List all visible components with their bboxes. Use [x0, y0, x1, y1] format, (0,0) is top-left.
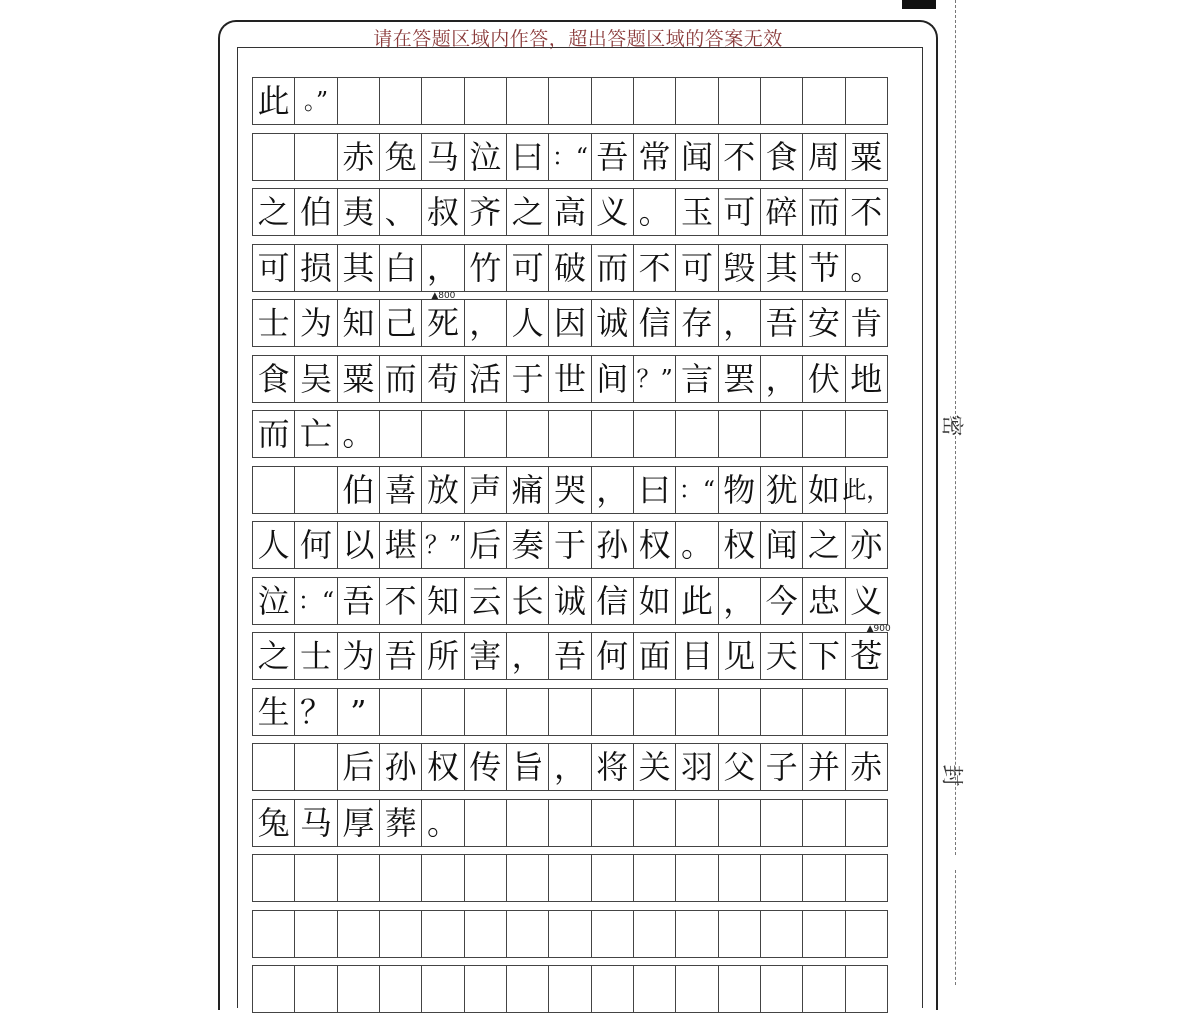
- grid-cell: [506, 77, 549, 125]
- grid-cell: ，: [464, 299, 507, 347]
- grid-cell: [591, 410, 634, 458]
- grid-cell: [294, 910, 337, 958]
- grid-cell: 其: [337, 244, 380, 292]
- grid-cell: 诚: [548, 577, 591, 625]
- grid-cell: 言: [675, 355, 718, 403]
- grid-cell: 而: [591, 244, 634, 292]
- grid-cell: [548, 410, 591, 458]
- grid-cell: [421, 688, 464, 736]
- grid-cell: 如: [633, 577, 676, 625]
- corner-marker: [902, 0, 936, 9]
- grid-cell: 诚: [591, 299, 634, 347]
- grid-cell: [548, 854, 591, 902]
- grid-cell: [718, 910, 761, 958]
- grid-cell: 物: [718, 466, 761, 514]
- grid-cell: 堪: [379, 521, 422, 569]
- grid-cell: [294, 133, 337, 181]
- grid-cell: 孙: [591, 521, 634, 569]
- grid-cell: 忠: [802, 577, 845, 625]
- grid-cell: [591, 965, 634, 1013]
- grid-cell: 吾: [548, 632, 591, 680]
- grid-cell: [548, 688, 591, 736]
- grid-cell: 目: [675, 632, 718, 680]
- grid-cell: 己: [379, 299, 422, 347]
- grid-cell: [718, 854, 761, 902]
- grid-cell: [760, 854, 803, 902]
- grid-cell: 马: [294, 799, 337, 847]
- grid-cell: 权: [633, 521, 676, 569]
- grid-cell: 于: [548, 521, 591, 569]
- grid-cell: 而: [379, 355, 422, 403]
- grid-cell: 吾: [337, 577, 380, 625]
- grid-cell: [845, 910, 888, 958]
- grid-cell: 义: [591, 188, 634, 236]
- grid-cell: 存: [675, 299, 718, 347]
- grid-cell: 吾: [379, 632, 422, 680]
- grid-cell: 声: [464, 466, 507, 514]
- grid-cell: 父: [718, 743, 761, 791]
- grid-cell: 。: [845, 244, 888, 292]
- grid-cell: 旨: [506, 743, 549, 791]
- grid-cell: [760, 77, 803, 125]
- grid-row: [252, 133, 902, 181]
- grid-cell: [379, 854, 422, 902]
- grid-cell: [337, 910, 380, 958]
- grid-cell: 因: [548, 299, 591, 347]
- grid-cell: ，: [591, 466, 634, 514]
- grid-cell: 安: [802, 299, 845, 347]
- grid-cell: [802, 688, 845, 736]
- grid-cell: [591, 854, 634, 902]
- grid-row: [252, 77, 902, 125]
- grid-cell: 周: [802, 133, 845, 181]
- grid-row: [252, 521, 902, 569]
- grid-cell: [548, 910, 591, 958]
- grid-row: [252, 854, 902, 902]
- grid-cell: [294, 854, 337, 902]
- grid-cell: 痛: [506, 466, 549, 514]
- grid-cell: [464, 910, 507, 958]
- grid-cell: 苟: [421, 355, 464, 403]
- grid-cell: 厚: [337, 799, 380, 847]
- grid-cell: [464, 77, 507, 125]
- grid-cell: 以: [337, 521, 380, 569]
- grid-cell: [675, 965, 718, 1013]
- grid-cell: 竹: [464, 244, 507, 292]
- grid-cell: [464, 854, 507, 902]
- word-count-900: ▲900: [866, 624, 891, 634]
- grid-cell: 之: [802, 521, 845, 569]
- grid-cell: 信: [591, 577, 634, 625]
- grid-cell: 何: [294, 521, 337, 569]
- seal-line-lower: [955, 870, 956, 985]
- grid-cell: [379, 910, 422, 958]
- grid-cell: 羽: [675, 743, 718, 791]
- grid-cell: [802, 965, 845, 1013]
- grid-cell: [760, 910, 803, 958]
- grid-cell: [802, 910, 845, 958]
- grid-cell: [294, 965, 337, 1013]
- grid-cell: 人: [506, 299, 549, 347]
- grid-cell: 云: [464, 577, 507, 625]
- grid-cell: [464, 688, 507, 736]
- grid-cell: 面: [633, 632, 676, 680]
- grid-cell: 士: [252, 299, 295, 347]
- grid-cell: 死: [421, 299, 464, 347]
- grid-cell: [337, 77, 380, 125]
- seal-mark-mi: 密: [938, 414, 964, 437]
- grid-cell: [633, 965, 676, 1013]
- grid-cell: 哭: [548, 466, 591, 514]
- grid-cell: 不: [633, 244, 676, 292]
- grid-row: [252, 688, 902, 736]
- grid-cell: 此: [675, 577, 718, 625]
- grid-cell: 损: [294, 244, 337, 292]
- grid-cell: [506, 854, 549, 902]
- grid-cell: 关: [633, 743, 676, 791]
- grid-cell: [421, 410, 464, 458]
- answer-area-notice: 请在答题区域内作答，超出答题区域的答案无效: [373, 28, 783, 50]
- grid-cell: [548, 965, 591, 1013]
- grid-cell: [591, 799, 634, 847]
- grid-cell: 粟: [337, 355, 380, 403]
- grid-cell: 葬: [379, 799, 422, 847]
- grid-cell: ，: [718, 299, 761, 347]
- grid-cell: 赤: [337, 133, 380, 181]
- grid-cell: 。”: [294, 77, 337, 125]
- grid-cell: [337, 854, 380, 902]
- grid-cell: 兔: [252, 799, 295, 847]
- grid-cell: [760, 410, 803, 458]
- grid-cell: 闻: [675, 133, 718, 181]
- grid-cell: [337, 965, 380, 1013]
- grid-cell: [548, 77, 591, 125]
- grid-cell: 罢: [718, 355, 761, 403]
- grid-cell: 知: [337, 299, 380, 347]
- grid-cell: [675, 410, 718, 458]
- grid-cell: 所: [421, 632, 464, 680]
- grid-cell: 信: [633, 299, 676, 347]
- grid-cell: [675, 688, 718, 736]
- grid-cell: [548, 799, 591, 847]
- grid-cell: 亡: [294, 410, 337, 458]
- grid-cell: 。: [421, 799, 464, 847]
- grid-cell: [252, 133, 295, 181]
- grid-cell: ，: [506, 632, 549, 680]
- grid-cell: 不: [379, 577, 422, 625]
- grid-cell: [718, 688, 761, 736]
- grid-cell: 权: [421, 743, 464, 791]
- grid-cell: 为: [294, 299, 337, 347]
- grid-cell: ，: [548, 743, 591, 791]
- seal-mark-feng: 封: [938, 764, 964, 787]
- grid-cell: 后: [337, 743, 380, 791]
- grid-cell: 可: [506, 244, 549, 292]
- grid-cell: 犹: [760, 466, 803, 514]
- grid-cell: 闻: [760, 521, 803, 569]
- grid-cell: 长: [506, 577, 549, 625]
- grid-cell: 粟: [845, 133, 888, 181]
- grid-row: [252, 743, 902, 791]
- grid-cell: [845, 410, 888, 458]
- grid-cell: [802, 799, 845, 847]
- grid-cell: [845, 799, 888, 847]
- grid-cell: [718, 410, 761, 458]
- grid-cell: [675, 910, 718, 958]
- grid-cell: 常: [633, 133, 676, 181]
- grid-cell: 食: [252, 355, 295, 403]
- grid-cell: 曰: [506, 133, 549, 181]
- grid-cell: 子: [760, 743, 803, 791]
- grid-cell: 肯: [845, 299, 888, 347]
- grid-row: [252, 577, 902, 625]
- grid-cell: 不: [718, 133, 761, 181]
- grid-cell: 吾: [591, 133, 634, 181]
- grid-cell: 活: [464, 355, 507, 403]
- grid-cell: 生: [252, 688, 295, 736]
- grid-cell: 后: [464, 521, 507, 569]
- grid-cell: 叔: [421, 188, 464, 236]
- grid-row: [252, 632, 902, 680]
- grid-cell: 吾: [760, 299, 803, 347]
- grid-cell: 泣: [464, 133, 507, 181]
- grid-cell: [845, 688, 888, 736]
- grid-row: [252, 799, 902, 847]
- grid-cell: [845, 77, 888, 125]
- grid-cell: [675, 854, 718, 902]
- grid-cell: 为: [337, 632, 380, 680]
- grid-cell: 夷: [337, 188, 380, 236]
- grid-cell: 奏: [506, 521, 549, 569]
- grid-cell: 齐: [464, 188, 507, 236]
- grid-cell: [718, 799, 761, 847]
- grid-cell: 碎: [760, 188, 803, 236]
- grid-cell: [464, 799, 507, 847]
- writing-grid: [252, 0, 902, 985]
- grid-cell: 并: [802, 743, 845, 791]
- grid-cell: [675, 799, 718, 847]
- grid-cell: 而: [252, 410, 295, 458]
- grid-cell: 兔: [379, 133, 422, 181]
- grid-cell: 、: [379, 188, 422, 236]
- grid-cell: 玉: [675, 188, 718, 236]
- grid-cell: [252, 965, 295, 1013]
- grid-cell: 而: [802, 188, 845, 236]
- grid-cell: 。: [675, 521, 718, 569]
- grid-cell: 破: [548, 244, 591, 292]
- grid-row: [252, 466, 902, 514]
- grid-cell: [421, 965, 464, 1013]
- grid-cell: [675, 77, 718, 125]
- grid-cell: [802, 854, 845, 902]
- grid-cell: [421, 854, 464, 902]
- grid-cell: 传: [464, 743, 507, 791]
- grid-row: [252, 410, 902, 458]
- grid-cell: 义: [845, 577, 888, 625]
- grid-cell: 知: [421, 577, 464, 625]
- grid-cell: 如: [802, 466, 845, 514]
- grid-cell: 孙: [379, 743, 422, 791]
- grid-cell: [845, 854, 888, 902]
- grid-cell: [294, 466, 337, 514]
- grid-cell: 不: [845, 188, 888, 236]
- grid-cell: 之: [506, 188, 549, 236]
- grid-cell: [379, 965, 422, 1013]
- grid-cell: ，: [421, 244, 464, 292]
- grid-cell: [802, 77, 845, 125]
- grid-cell: 于: [506, 355, 549, 403]
- grid-cell: ，: [718, 577, 761, 625]
- grid-cell: 士: [294, 632, 337, 680]
- grid-row: [252, 188, 902, 236]
- grid-cell: 亦: [845, 521, 888, 569]
- grid-cell: [760, 799, 803, 847]
- grid-cell: [252, 466, 295, 514]
- grid-cell: [294, 743, 337, 791]
- grid-cell: [718, 77, 761, 125]
- grid-row: [252, 910, 902, 958]
- grid-cell: 其: [760, 244, 803, 292]
- grid-cell: ”: [337, 688, 380, 736]
- grid-row: [252, 244, 902, 292]
- grid-cell: [633, 410, 676, 458]
- grid-cell: [633, 77, 676, 125]
- grid-cell: [591, 77, 634, 125]
- grid-cell: [591, 688, 634, 736]
- grid-cell: 权: [718, 521, 761, 569]
- grid-cell: 曰: [633, 466, 676, 514]
- grid-cell: ？”: [421, 521, 464, 569]
- grid-cell: 放: [421, 466, 464, 514]
- grid-cell: 地: [845, 355, 888, 403]
- grid-cell: ：“: [675, 466, 718, 514]
- grid-cell: 害: [464, 632, 507, 680]
- grid-cell: [379, 410, 422, 458]
- grid-cell: 可: [675, 244, 718, 292]
- grid-cell: [379, 688, 422, 736]
- grid-cell: 伯: [294, 188, 337, 236]
- grid-cell: 间: [591, 355, 634, 403]
- grid-cell: [464, 410, 507, 458]
- grid-cell: [802, 410, 845, 458]
- grid-cell: [252, 743, 295, 791]
- grid-row: [252, 355, 902, 403]
- grid-cell: [506, 910, 549, 958]
- grid-cell: 之: [252, 188, 295, 236]
- grid-cell: ？: [294, 688, 337, 736]
- grid-cell: [633, 799, 676, 847]
- grid-cell: 马: [421, 133, 464, 181]
- grid-cell: 毁: [718, 244, 761, 292]
- grid-cell: 伯: [337, 466, 380, 514]
- grid-cell: 白: [379, 244, 422, 292]
- grid-cell: 将: [591, 743, 634, 791]
- grid-cell: 节: [802, 244, 845, 292]
- grid-cell: 伏: [802, 355, 845, 403]
- grid-cell: 苍: [845, 632, 888, 680]
- grid-cell: 何: [591, 632, 634, 680]
- grid-cell: [506, 965, 549, 1013]
- grid-cell: 。: [633, 188, 676, 236]
- word-count-800: ▲800: [431, 291, 456, 301]
- grid-cell: 可: [718, 188, 761, 236]
- grid-cell: 赤: [845, 743, 888, 791]
- grid-cell: 今: [760, 577, 803, 625]
- grid-cell: 可: [252, 244, 295, 292]
- grid-cell: [760, 965, 803, 1013]
- grid-cell: [760, 688, 803, 736]
- grid-cell: ：“: [294, 577, 337, 625]
- grid-cell: 此: [252, 77, 295, 125]
- grid-cell: 。: [337, 410, 380, 458]
- grid-cell: 见: [718, 632, 761, 680]
- grid-cell: [845, 965, 888, 1013]
- grid-cell: 此，: [845, 466, 888, 514]
- grid-cell: 吴: [294, 355, 337, 403]
- grid-cell: [252, 854, 295, 902]
- grid-cell: 高: [548, 188, 591, 236]
- grid-cell: [633, 910, 676, 958]
- grid-cell: [379, 77, 422, 125]
- grid-cell: ，: [760, 355, 803, 403]
- grid-cell: 之: [252, 632, 295, 680]
- grid-cell: [718, 965, 761, 1013]
- grid-row: [252, 965, 902, 1013]
- grid-cell: [591, 910, 634, 958]
- grid-cell: [506, 688, 549, 736]
- grid-row: [252, 299, 902, 347]
- grid-cell: 食: [760, 133, 803, 181]
- grid-cell: [633, 688, 676, 736]
- grid-cell: [421, 77, 464, 125]
- grid-cell: 天: [760, 632, 803, 680]
- grid-cell: [252, 910, 295, 958]
- grid-cell: 世: [548, 355, 591, 403]
- grid-cell: ：“: [548, 133, 591, 181]
- grid-cell: [464, 965, 507, 1013]
- grid-cell: 泣: [252, 577, 295, 625]
- grid-cell: ？”: [633, 355, 676, 403]
- grid-cell: [506, 799, 549, 847]
- grid-cell: 喜: [379, 466, 422, 514]
- grid-cell: [633, 854, 676, 902]
- grid-cell: [421, 910, 464, 958]
- grid-cell: [506, 410, 549, 458]
- grid-cell: 下: [802, 632, 845, 680]
- grid-cell: 人: [252, 521, 295, 569]
